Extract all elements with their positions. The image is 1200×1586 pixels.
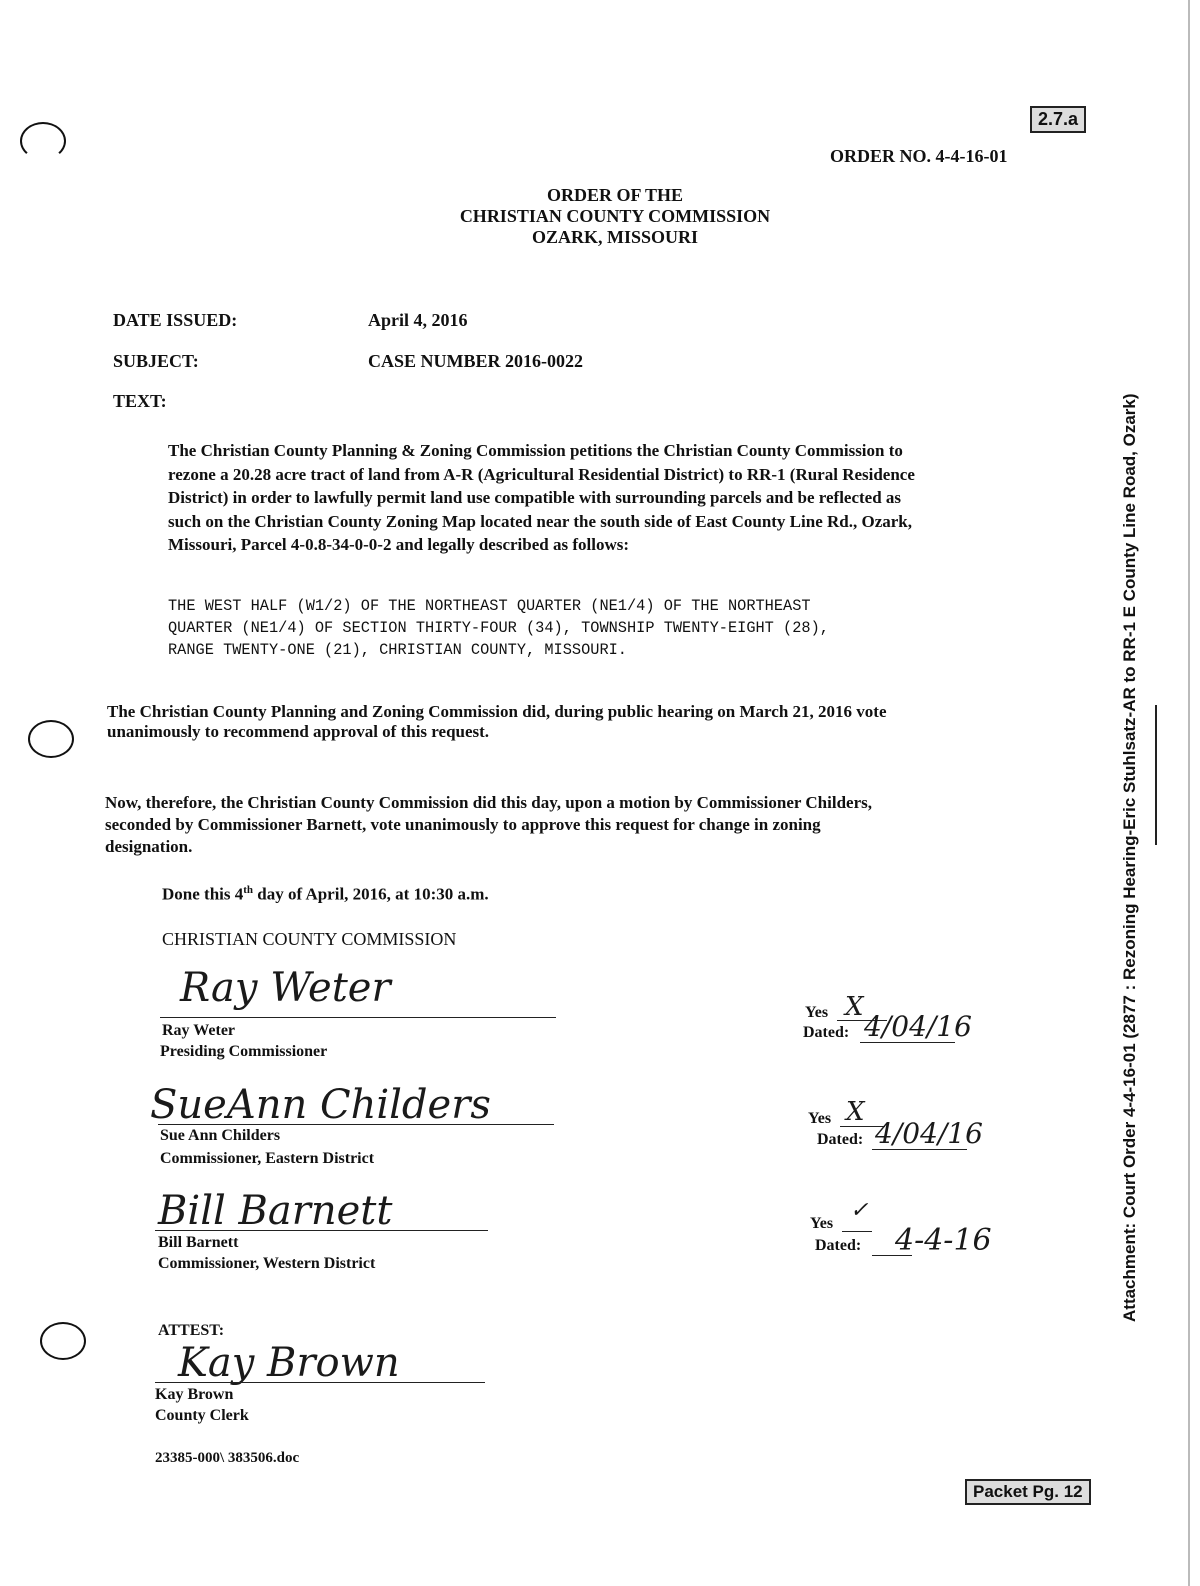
hearing-paragraph [107,702,887,742]
packet-stamp-top: 2.7.a [1030,106,1086,133]
yes-mark: X [846,1097,865,1127]
clerk-name: Kay Brown [155,1386,234,1403]
paragraph-line: such on the Christian County Zoning Map located near the south side of East County Line Rd., Ozark, [168,511,912,531]
commission-title: CHRISTIAN COUNTY COMMISSION [162,929,457,949]
signature-kay-brown: Kay Brown [178,1340,400,1386]
done-sup: th [243,884,254,896]
legal-line: THE WEST HALF (W1/2) OF THE NORTHEAST QUARTER (NE1/4) OF THE NORTHEAST [168,597,811,615]
legal-line: RANGE TWENTY-ONE (21), CHRISTIAN COUNTY, MISSOURI. [168,641,627,659]
signature-line [158,1124,554,1125]
heading-line: ORDER OF THE [546,185,684,205]
document-reference: 23385-000\ 383506.doc [155,1450,300,1466]
scan-edge-line [1188,0,1190,1586]
paragraph-line: designation. [105,837,193,856]
heading-line: OZARK, MISSOURI [531,227,699,247]
signature-line [160,1017,556,1018]
yes-mark: ✓ [850,1198,869,1223]
done-line [162,884,489,905]
signature-sue-ann-childers: SueAnn Childers [150,1082,491,1128]
yes-label: Yes [810,1215,834,1232]
motion-paragraph [105,792,872,858]
attest-label: ATTEST: [158,1322,225,1339]
punch-hole-mark [20,122,66,160]
dated-label: Dated: [803,1024,850,1041]
yes-label: Yes [808,1110,832,1127]
punch-hole-mark [40,1322,86,1360]
paragraph-line: unanimously to recommend approval of this request. [107,722,490,741]
order-heading [420,185,810,248]
subject-value: CASE NUMBER 2016-0022 [368,351,584,371]
legal-description [168,595,829,661]
done-suffix: day of April, 2016, at 10:30 a.m. [253,884,489,904]
yes-mark: X [845,992,864,1022]
signer-title: Commissioner, Western District [158,1255,376,1272]
paragraph-line: rezone a 20.28 acre tract of land from A-R (Agricultural Residential District) to RR-1 (Rural Residence [168,464,915,484]
legal-line: QUARTER (NE1/4) OF SECTION THIRTY-FOUR (34), TOWNSHIP TWENTY-EIGHT (28), [168,619,829,637]
date-issued-label: DATE ISSUED: [113,310,238,330]
signer-name: Sue Ann Childers [160,1127,281,1144]
signature-line [155,1230,488,1231]
signature-bill-barnett: Bill Barnett [158,1188,393,1234]
heading-line: CHRISTIAN COUNTY COMMISSION [459,206,771,226]
clerk-title: County Clerk [155,1407,249,1424]
signature-ray-weter: Ray Weter [180,965,391,1011]
signer-title: Presiding Commissioner [160,1043,328,1060]
signer-name: Bill Barnett [158,1234,239,1251]
done-prefix: Done this 4 [162,884,244,904]
paragraph-line: The Christian County Planning & Zoning Commission petitions the Christian County Commission to [168,441,903,460]
subject-label: SUBJECT: [113,351,199,371]
order-number: ORDER NO. 4-4-16-01 [830,146,1008,166]
date-issued-value: April 4, 2016 [368,310,468,330]
dated-value: 4/04/16 [875,1117,983,1150]
dated-value: 4/04/16 [864,1010,972,1043]
text-label: TEXT: [113,391,167,411]
dated-label: Dated: [815,1237,862,1254]
yes-label: Yes [805,1004,829,1021]
signer-title: Commissioner, Eastern District [160,1150,375,1167]
attachment-side-text: Attachment: Court Order 4-4-16-01 (2877 : Rezoning Hearing-Eric Stuhlsatz-AR to RR-1 E County Line Road, Ozark) [1120,393,1139,1322]
signature-line [155,1382,485,1383]
scan-edge-line [1155,705,1157,845]
signer-name: Ray Weter [162,1022,236,1039]
punch-hole-mark [28,720,74,758]
dated-label: Dated: [817,1131,864,1148]
yes-line [842,1231,872,1232]
paragraph-line: Now, therefore, the Christian County Commission did this day, upon a motion by Commissioner Childers, [105,793,872,812]
paragraph-line: seconded by Commissioner Barnett, vote unanimously to approve this request for change in zoning [105,815,821,834]
paragraph-line: District) in order to lawfully permit land use compatible with surrounding parcels and be reflected as [168,488,902,507]
dated-value: 4-4-16 [895,1223,992,1258]
petition-paragraph [168,439,1068,557]
packet-page-stamp: Packet Pg. 12 [965,1479,1091,1505]
paragraph-line: The Christian County Planning and Zoning Commission did, during public hearing on March 21, 2016 vote [107,702,887,721]
paragraph-line: Missouri, Parcel 4-0.8-34-0-0-2 and legally described as follows: [168,535,630,554]
